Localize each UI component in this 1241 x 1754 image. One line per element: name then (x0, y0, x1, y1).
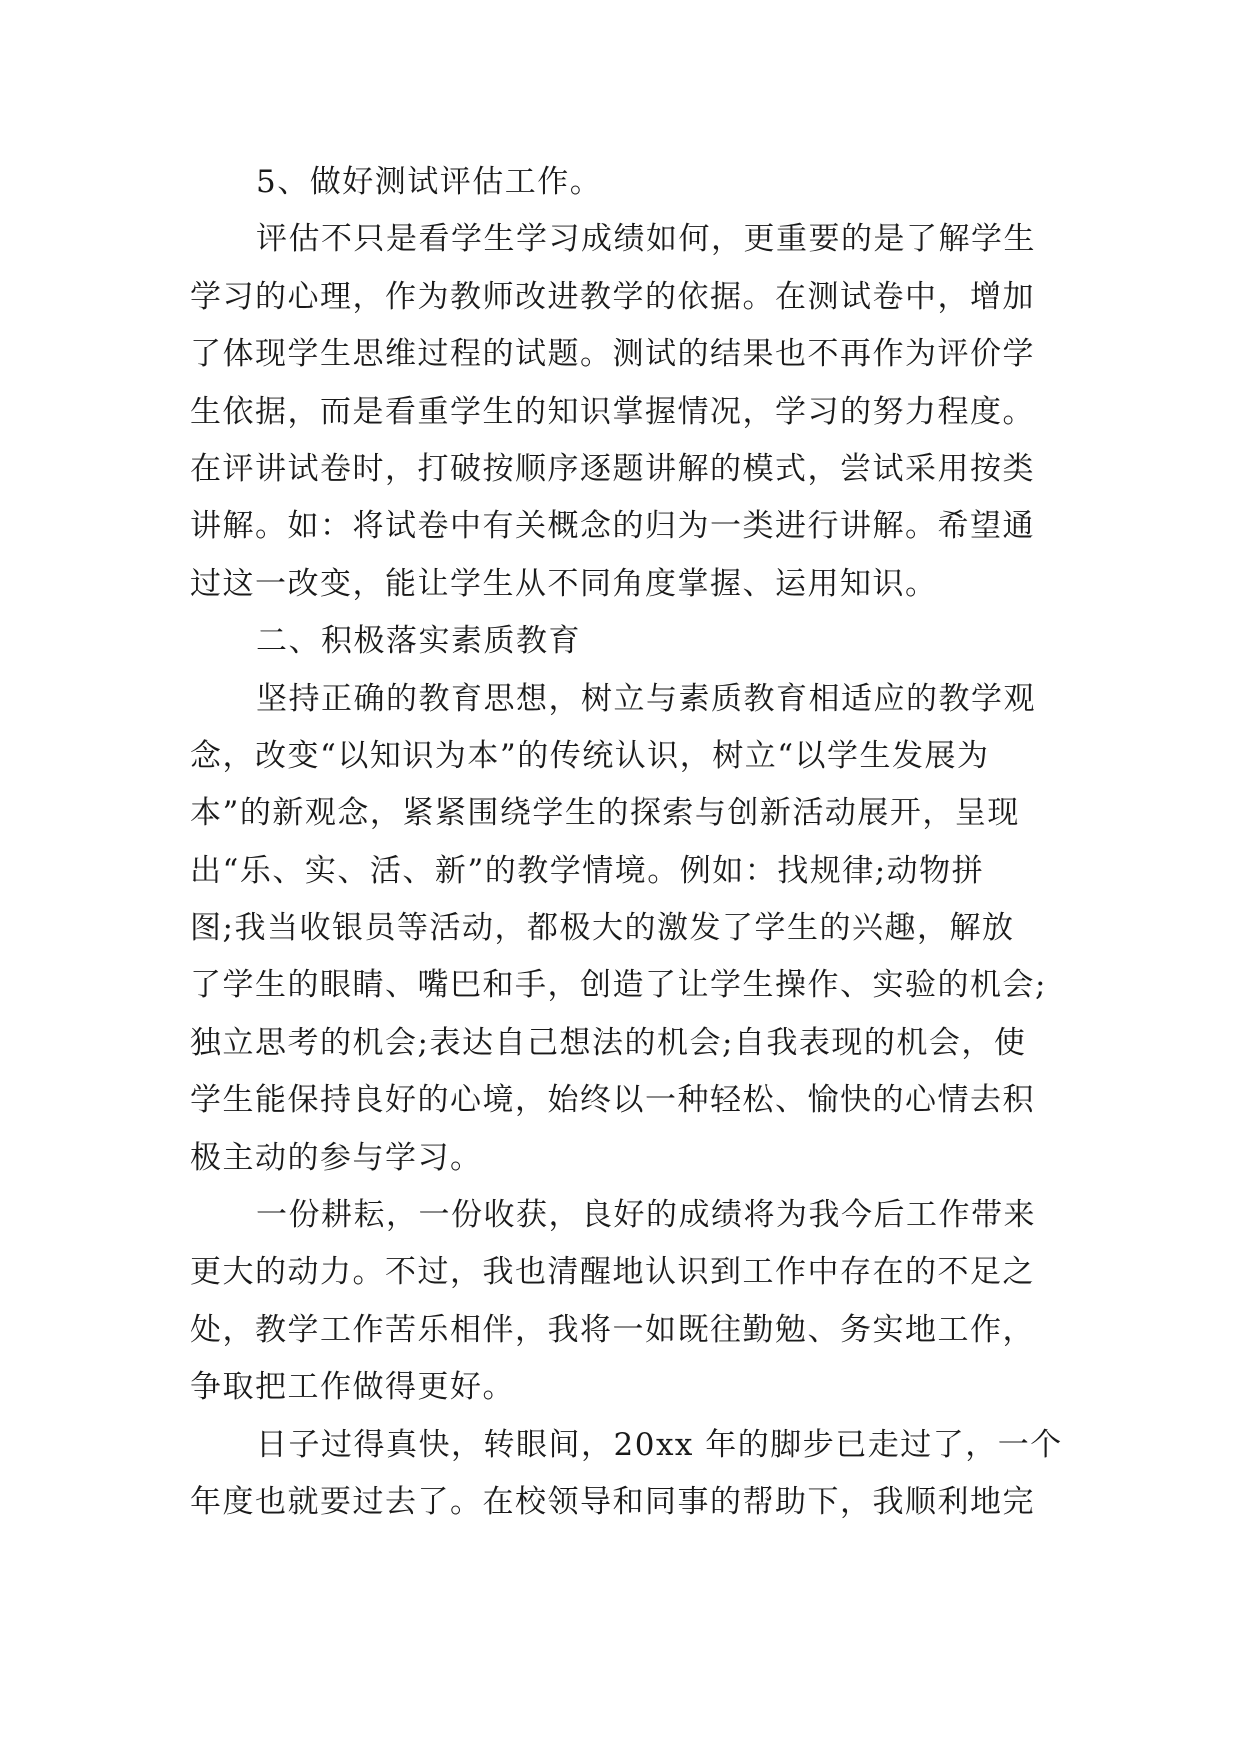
text-line: 5、做好测试评估工作。 (256, 164, 603, 200)
text-line: 极主动的参与学习。 (190, 1139, 483, 1176)
text-line: 在评讲试卷时，打破按顺序逐题讲解的模式，尝试采用按类 (190, 450, 1035, 487)
text-line: 更大的动力。不过，我也清醒地认识到工作中存在的不足之 (190, 1254, 1035, 1291)
text-line: 图;我当收银员等活动，都极大的激发了学生的兴趣，解放 (190, 910, 1015, 947)
text-line: 生依据，而是看重学生的知识掌握情况，学习的努力程度。 (190, 393, 1035, 430)
text-line: 独立思考的机会;表达自己想法的机会;自我表现的机会，使 (190, 1024, 1027, 1061)
text-line: 日子过得真快，转眼间，20xx 年的脚步已走过了，一个 (256, 1426, 1063, 1463)
text-line: 一份耕耘，一份收获，良好的成绩将为我今后工作带来 (256, 1197, 1036, 1234)
text-line: 二、积极落实素质教育 (256, 623, 581, 660)
text-line: 了体现学生思维过程的试题。测试的结果也不再作为评价学 (190, 336, 1035, 373)
text-line: 评估不只是看学生学习成绩如何，更重要的是了解学生 (256, 221, 1036, 258)
text-line: 争取把工作做得更好。 (190, 1369, 515, 1406)
text-line: 年度也就要过去了。在校领导和同事的帮助下，我顺利地完 (190, 1483, 1035, 1520)
text-line: 讲解。如：将试卷中有关概念的归为一类进行讲解。希望通 (190, 508, 1035, 545)
text-line: 念，改变“以知识为本”的传统认识，树立“以学生发展为 (190, 737, 990, 774)
document-body (190, 154, 1063, 1531)
text-line: 了学生的眼睛、嘴巴和手，创造了让学生操作、实验的机会; (190, 967, 1047, 1004)
text-line: 学习的心理，作为教师改进教学的依据。在测试卷中，增加 (190, 278, 1035, 315)
text-line: 本”的新观念，紧紧围绕学生的探索与创新活动展开，呈现 (190, 795, 1020, 832)
text-line: 处，教学工作苦乐相伴，我将一如既往勤勉、务实地工作， (190, 1311, 1035, 1348)
text-line: 学生能保持良好的心境，始终以一种轻松、愉快的心情去积 (190, 1082, 1035, 1119)
text-line: 出“乐、实、活、新”的教学情境。例如：找规律;动物拼 (190, 852, 985, 889)
text-line: 过这一改变，能让学生从不同角度掌握、运用知识。 (190, 565, 938, 602)
text-line: 坚持正确的教育思想，树立与素质教育相适应的教学观 (256, 680, 1036, 717)
